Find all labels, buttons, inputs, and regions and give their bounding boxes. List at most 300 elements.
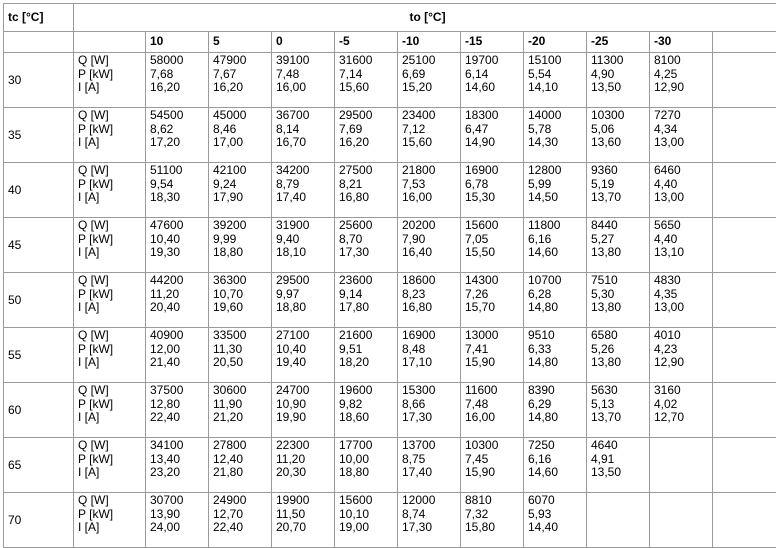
table-cell (209, 273, 272, 328)
cell-value: 16,00 (276, 80, 307, 94)
cell-value: 13,90 (150, 506, 181, 521)
table-cell (272, 328, 335, 383)
cell-value: 16,00 (465, 410, 496, 424)
cell-value: 7,53 (402, 176, 426, 191)
cell-value: 7,14 (339, 66, 363, 81)
cell-value: 4,25 (654, 66, 678, 81)
table-cell (272, 383, 335, 438)
quantity-label: I [A] (78, 520, 100, 534)
quantity-label: Q [W] (78, 438, 109, 452)
quantity-label: I [A] (78, 410, 100, 424)
cell-value: 4640 (591, 438, 618, 452)
cell-value: 13,60 (591, 135, 622, 149)
cell-value: 10,40 (276, 341, 307, 356)
cell-value: 40900 (150, 328, 184, 342)
cell-value: 9,14 (339, 286, 363, 301)
table-cell (650, 383, 713, 438)
cell-value: 4,34 (654, 121, 678, 136)
table-cell (650, 108, 713, 163)
table-cell (209, 108, 272, 163)
cell-value: 19600 (339, 383, 373, 397)
cell-value: 13,00 (654, 300, 685, 314)
tc-value: 45 (4, 218, 74, 273)
table-row (4, 438, 776, 493)
cell-value: 36700 (276, 108, 310, 122)
cell-value: 7,69 (339, 121, 363, 136)
table-cell (146, 273, 209, 328)
quantity-label: P [kW] (78, 176, 114, 191)
table-cell (650, 493, 713, 548)
cell-value: 16900 (465, 163, 499, 177)
table-row (4, 383, 776, 438)
cell-value: 14,30 (528, 135, 559, 149)
cell-value: 5,54 (528, 66, 552, 81)
cell-value: 15,60 (339, 80, 370, 94)
cell-value: 51100 (150, 163, 183, 177)
cell-value: 31600 (339, 53, 373, 67)
cell-value: 13700 (402, 438, 436, 452)
cell-value: 7,32 (465, 506, 489, 521)
cell-value: 17700 (339, 438, 373, 452)
empty-cell (713, 53, 776, 108)
quantity-label: P [kW] (78, 396, 114, 411)
cell-value: 14,80 (528, 410, 559, 424)
cell-value: 8,70 (339, 231, 363, 246)
to-column-header: 10 (146, 32, 209, 53)
cell-value: 7,05 (465, 231, 489, 246)
cell-value: 4010 (654, 328, 681, 342)
quantity-label: Q [W] (78, 163, 109, 177)
quantity-label: I [A] (78, 465, 100, 479)
cell-value: 7510 (591, 273, 618, 287)
cell-value: 7270 (654, 108, 681, 122)
cell-value: 7,45 (465, 451, 489, 466)
cell-value: 21,80 (213, 465, 244, 479)
cell-value: 20,70 (276, 520, 307, 534)
cell-value: 13,70 (591, 190, 622, 204)
cell-value: 13,80 (591, 245, 622, 259)
cell-value: 18,10 (276, 245, 307, 259)
cell-value: 10700 (528, 273, 562, 287)
cell-value: 44200 (150, 273, 184, 287)
table-cell (461, 273, 524, 328)
cell-value: 5,13 (591, 396, 615, 411)
cell-value: 4,40 (654, 176, 678, 191)
tc-header: tc [°C] (4, 4, 74, 32)
cell-value: 10,00 (339, 451, 370, 466)
table-cell (272, 493, 335, 548)
table-cell (587, 53, 650, 108)
table-cell (272, 108, 335, 163)
table-cell (587, 163, 650, 218)
table-cell (461, 493, 524, 548)
empty-cell (713, 493, 776, 548)
cell-value: 20200 (402, 218, 436, 232)
cell-value: 15,90 (465, 355, 496, 369)
cell-value: 6,69 (402, 66, 426, 81)
cell-value: 17,30 (402, 410, 433, 424)
table-cell (146, 163, 209, 218)
cell-value: 11600 (465, 383, 498, 397)
cell-value: 7,48 (465, 396, 489, 411)
cell-value: 24900 (213, 493, 247, 507)
cell-value: 12,90 (654, 355, 685, 369)
cell-value: 18,80 (276, 300, 307, 314)
table-row (4, 108, 776, 163)
quantity-labels (74, 218, 146, 273)
quantity-label: P [kW] (78, 121, 114, 136)
cell-value: 31900 (276, 218, 310, 232)
cell-value: 34200 (276, 163, 310, 177)
cell-value: 13,70 (591, 410, 622, 424)
table-cell (524, 273, 587, 328)
table-cell (461, 438, 524, 493)
tc-value: 55 (4, 328, 74, 383)
cell-value: 5,30 (591, 286, 615, 301)
cell-value: 8,75 (402, 451, 426, 466)
cell-value: 21,20 (213, 410, 244, 424)
cell-value: 33500 (213, 328, 247, 342)
table-cell (650, 328, 713, 383)
table-cell (587, 273, 650, 328)
empty-header-cell (74, 32, 146, 53)
table-cell (272, 218, 335, 273)
cell-value: 11,20 (150, 286, 180, 301)
empty-cell (713, 273, 776, 328)
cell-value: 10,10 (339, 506, 370, 521)
cell-value: 6,14 (465, 66, 489, 81)
cell-value: 58000 (150, 53, 184, 67)
cell-value: 18,30 (150, 190, 181, 204)
cell-value: 15,80 (465, 520, 496, 534)
cell-value: 22300 (276, 438, 310, 452)
tc-value: 65 (4, 438, 74, 493)
cell-value: 5,26 (591, 341, 615, 356)
table-cell (587, 383, 650, 438)
table-cell (146, 383, 209, 438)
cell-value: 25100 (402, 53, 436, 67)
table-cell (650, 163, 713, 218)
cell-value: 12800 (528, 163, 562, 177)
empty-cell (713, 108, 776, 163)
table-cell (209, 218, 272, 273)
cell-value: 13,50 (591, 465, 622, 479)
table-cell (587, 438, 650, 493)
cell-value: 17,40 (402, 465, 433, 479)
table-row (4, 273, 776, 328)
table-cell (587, 108, 650, 163)
cell-value: 10300 (591, 108, 625, 122)
cell-value: 11800 (528, 218, 561, 232)
to-column-header: -25 (587, 32, 650, 53)
table-cell (272, 438, 335, 493)
table-cell (398, 328, 461, 383)
cell-value: 6460 (654, 163, 681, 177)
table-cell (461, 53, 524, 108)
cell-value: 15,70 (465, 300, 496, 314)
cell-value: 10,90 (276, 396, 307, 411)
table-cell (587, 493, 650, 548)
cell-value: 17,30 (402, 520, 433, 534)
empty-header-cell (713, 32, 776, 53)
cell-value: 6,47 (465, 121, 489, 136)
tc-value: 30 (4, 53, 74, 108)
cell-value: 14000 (528, 108, 562, 122)
cell-value: 7,68 (150, 66, 174, 81)
table-cell (146, 218, 209, 273)
cell-value: 3160 (654, 383, 681, 397)
table-cell (272, 273, 335, 328)
cell-value: 15100 (528, 53, 562, 67)
quantity-label: P [kW] (78, 341, 114, 356)
cell-value: 8,23 (402, 286, 426, 301)
table-cell (209, 493, 272, 548)
table-cell (335, 273, 398, 328)
cell-value: 47600 (150, 218, 184, 232)
cell-value: 11,20 (276, 451, 306, 466)
cell-value: 15300 (402, 383, 436, 397)
cell-value: 12000 (402, 493, 436, 507)
table-cell (209, 163, 272, 218)
cell-value: 4,35 (654, 286, 678, 301)
cell-value: 4,02 (654, 396, 678, 411)
to-header: to [°C] (74, 4, 776, 32)
table-cell (524, 108, 587, 163)
to-column-header: -10 (398, 32, 461, 53)
cell-value: 10300 (465, 438, 499, 452)
cell-value: 27800 (213, 438, 247, 452)
table-row (4, 163, 776, 218)
table-cell (398, 493, 461, 548)
quantity-label: Q [W] (78, 493, 109, 507)
cell-value: 8440 (591, 218, 618, 232)
cell-value: 6,16 (528, 451, 552, 466)
empty-cell (713, 438, 776, 493)
cell-value: 5,27 (591, 231, 615, 246)
cell-value: 16,40 (402, 245, 433, 259)
cell-value: 15,90 (465, 465, 496, 479)
empty-header-cell (4, 32, 74, 53)
cell-value: 9,51 (339, 341, 363, 356)
cell-value: 15,20 (402, 80, 433, 94)
table-cell (398, 108, 461, 163)
cell-value: 6,16 (528, 231, 552, 246)
quantity-label: Q [W] (78, 218, 109, 232)
cell-value: 5,19 (591, 176, 615, 191)
cell-value: 9,54 (150, 176, 174, 191)
cell-value: 13,00 (654, 190, 685, 204)
cell-value: 16,00 (402, 190, 433, 204)
cell-value: 39200 (213, 218, 247, 232)
cell-value: 7,48 (276, 66, 300, 81)
cell-value: 18,80 (339, 465, 370, 479)
cell-value: 14,60 (528, 465, 559, 479)
table-cell (524, 328, 587, 383)
to-column-header: -30 (650, 32, 713, 53)
table-cell (335, 438, 398, 493)
cell-value: 36300 (213, 273, 247, 287)
cell-value: 15,50 (465, 245, 496, 259)
empty-cell (713, 383, 776, 438)
cell-value: 8,79 (276, 176, 300, 191)
cell-value: 22,40 (213, 520, 244, 534)
quantity-labels (74, 53, 146, 108)
cell-value: 14,60 (465, 80, 496, 94)
cell-value: 5650 (654, 218, 681, 232)
cell-value: 14,80 (528, 300, 559, 314)
table-cell (587, 328, 650, 383)
quantity-label: P [kW] (78, 231, 114, 246)
quantity-labels (74, 108, 146, 163)
cell-value: 13000 (465, 328, 499, 342)
cell-value: 5,99 (528, 176, 552, 191)
cell-value: 9,99 (213, 231, 237, 246)
tc-value: 35 (4, 108, 74, 163)
table-cell (524, 493, 587, 548)
cell-value: 23,20 (150, 465, 181, 479)
table-cell (335, 163, 398, 218)
cell-value: 37500 (150, 383, 184, 397)
cell-value: 12,90 (654, 80, 685, 94)
cell-value: 15600 (465, 218, 499, 232)
cell-value: 19900 (276, 493, 310, 507)
cell-value: 18,80 (213, 245, 244, 259)
cell-value: 6,29 (528, 396, 552, 411)
cell-value: 17,80 (339, 300, 370, 314)
cell-value: 16,20 (339, 135, 370, 149)
cell-value: 27100 (276, 328, 310, 342)
table-cell (650, 53, 713, 108)
header-row-2 (4, 32, 776, 53)
cell-value: 11,30 (213, 341, 243, 356)
quantity-labels (74, 328, 146, 383)
cell-value: 17,20 (150, 135, 181, 149)
to-column-header: -5 (335, 32, 398, 53)
table-cell (146, 438, 209, 493)
cell-value: 5,06 (591, 121, 615, 136)
header-row-1 (4, 4, 776, 32)
cell-value: 10,40 (150, 231, 181, 246)
quantity-labels (74, 438, 146, 493)
cell-value: 18,60 (339, 410, 370, 424)
cell-value: 13,80 (591, 355, 622, 369)
table-cell (335, 493, 398, 548)
cell-value: 8,74 (402, 506, 426, 521)
table-cell (146, 328, 209, 383)
quantity-label: Q [W] (78, 383, 109, 397)
table-cell (335, 53, 398, 108)
table-row (4, 328, 776, 383)
cell-value: 11,90 (213, 396, 243, 411)
empty-cell (713, 328, 776, 383)
cell-value: 5630 (591, 383, 618, 397)
table-cell (272, 163, 335, 218)
cell-value: 4,90 (591, 66, 615, 81)
table-cell (524, 163, 587, 218)
cell-value: 17,90 (213, 190, 244, 204)
table-cell (209, 328, 272, 383)
cell-value: 19,60 (213, 300, 244, 314)
cell-value: 9510 (528, 328, 555, 342)
cell-value: 16900 (402, 328, 436, 342)
quantity-label: P [kW] (78, 66, 114, 81)
cell-value: 14,60 (528, 245, 559, 259)
cell-value: 11300 (591, 53, 624, 67)
table-cell (209, 53, 272, 108)
cell-value: 21600 (339, 328, 373, 342)
cell-value: 17,00 (213, 135, 244, 149)
cell-value: 7250 (528, 438, 555, 452)
cell-value: 7,90 (402, 231, 426, 246)
cell-value: 8,66 (402, 396, 426, 411)
quantity-label: I [A] (78, 80, 100, 94)
cell-value: 4,91 (591, 451, 615, 466)
table-cell (146, 108, 209, 163)
cell-value: 34100 (150, 438, 184, 452)
to-column-header: 5 (209, 32, 272, 53)
table-cell (650, 218, 713, 273)
cell-value: 8,21 (339, 176, 363, 191)
cell-value: 29500 (276, 273, 310, 287)
cell-value: 42100 (213, 163, 247, 177)
cell-value: 19700 (465, 53, 499, 67)
cell-value: 21,40 (150, 355, 181, 369)
cell-value: 7,41 (465, 341, 489, 356)
cell-value: 47900 (213, 53, 247, 67)
cell-value: 10,70 (213, 286, 244, 301)
empty-cell (713, 218, 776, 273)
cell-value: 16,20 (213, 80, 244, 94)
cell-value: 8,48 (402, 341, 426, 356)
cell-value: 6580 (591, 328, 618, 342)
quantity-label: P [kW] (78, 286, 114, 301)
cell-value: 15,60 (402, 135, 433, 149)
cell-value: 20,30 (276, 465, 307, 479)
cell-value: 14,10 (528, 80, 559, 94)
cell-value: 45000 (213, 108, 247, 122)
cell-value: 19,30 (150, 245, 181, 259)
cell-value: 5,93 (528, 506, 552, 521)
cell-value: 19,40 (276, 355, 307, 369)
table-cell (650, 273, 713, 328)
to-column-header: -15 (461, 32, 524, 53)
cell-value: 18300 (465, 108, 499, 122)
cell-value: 14,90 (465, 135, 496, 149)
table-cell (461, 328, 524, 383)
cell-value: 27500 (339, 163, 373, 177)
table-cell (398, 273, 461, 328)
cell-value: 18,20 (339, 355, 370, 369)
table-row (4, 218, 776, 273)
tc-value: 60 (4, 383, 74, 438)
cell-value: 19,90 (276, 410, 307, 424)
cell-value: 7,26 (465, 286, 489, 301)
cell-value: 6,28 (528, 286, 552, 301)
table-cell (209, 438, 272, 493)
cell-value: 24,00 (150, 520, 181, 534)
cell-value: 13,40 (150, 451, 181, 466)
table-cell (524, 53, 587, 108)
cell-value: 19,00 (339, 520, 370, 534)
cell-value: 15600 (339, 493, 373, 507)
cell-value: 8,46 (213, 121, 237, 136)
cell-value: 9,24 (213, 176, 237, 191)
quantity-label: I [A] (78, 355, 100, 369)
performance-table (3, 3, 776, 548)
quantity-labels (74, 273, 146, 328)
table-cell (398, 53, 461, 108)
cell-value: 21800 (402, 163, 436, 177)
